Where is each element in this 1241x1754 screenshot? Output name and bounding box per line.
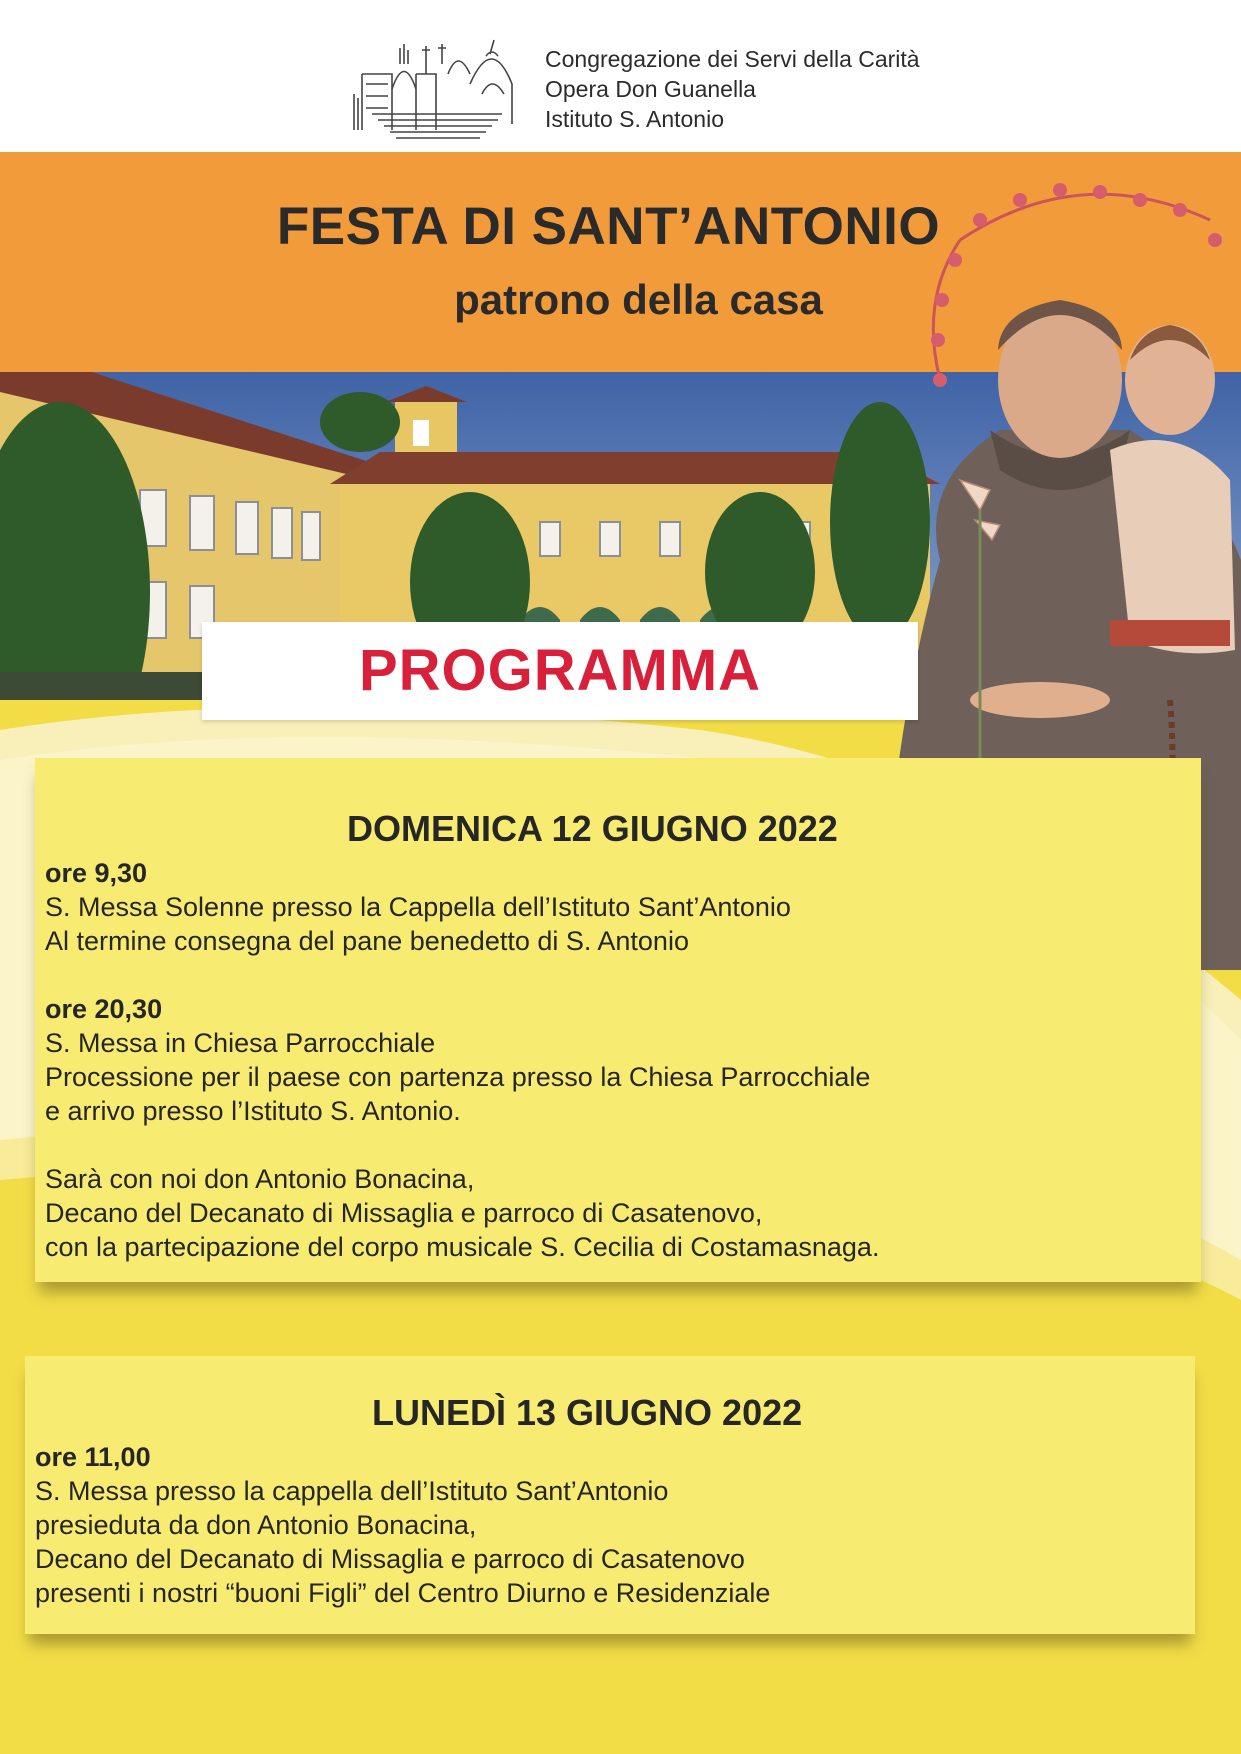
program-label: PROGRAMMA (358, 638, 762, 703)
institute-logo-icon (352, 34, 524, 142)
day1-event2-line-3: e arrivo presso l’Istituto S. Antonio. (45, 1096, 461, 1126)
day1-heading: DOMENICA 12 GIUGNO 2022 (347, 808, 838, 849)
org-line-1: Congregazione dei Servi della Carità (545, 46, 920, 72)
day1-note-line-3: con la partecipazione del corpo musicale S. Cecilia di Costamasnaga. (45, 1232, 880, 1262)
day2-time-1: ore 11,00 (35, 1442, 151, 1472)
organization-name (545, 44, 920, 134)
program-banner (202, 622, 918, 720)
day2-box (25, 1356, 1195, 1634)
day2-heading: LUNEDÌ 13 GIUGNO 2022 (372, 1392, 803, 1433)
day2-event1-line-4: presenti i nostri “buoni Figli” del Centro Diurno e Residenziale (35, 1578, 771, 1608)
day2-event1-line-2: presieduta da don Antonio Bonacina, (35, 1510, 477, 1540)
day1-event1-line-2: Al termine consegna del pane benedetto di S. Antonio (45, 926, 689, 956)
day2-event1-line-1: S. Messa presso la cappella dell’Istituto Sant’Antonio (35, 1476, 669, 1506)
day1-note-line-1: Sarà con noi don Antonio Bonacina, (45, 1164, 475, 1194)
day1-time-2: ore 20,30 (45, 994, 163, 1024)
day1-event2-line-2: Processione per il paese con partenza presso la Chiesa Parrocchiale (45, 1062, 871, 1092)
subtitle-text: patrono della casa (454, 276, 823, 323)
org-line-2: Opera Don Guanella (545, 76, 756, 102)
day1-time-1: ore 9,30 (45, 858, 148, 888)
day1-schedule (45, 856, 879, 1264)
org-line-3: Istituto S. Antonio (545, 106, 725, 132)
day1-box (35, 758, 1201, 1282)
header (0, 0, 1241, 152)
day1-event2-line-1: S. Messa in Chiesa Parrocchiale (45, 1028, 436, 1058)
title-text: FESTA DI SANT’ANTONIO (276, 197, 941, 256)
day2-event1-line-3: Decano del Decanato di Missaglia e parroco di Casatenovo (35, 1544, 745, 1574)
day2-schedule (35, 1440, 770, 1610)
day1-note-line-2: Decano del Decanato di Missaglia e parroco di Casatenovo, (45, 1198, 763, 1228)
day1-event1-line-1: S. Messa Solenne presso la Cappella dell’Istituto Sant’Antonio (45, 892, 791, 922)
